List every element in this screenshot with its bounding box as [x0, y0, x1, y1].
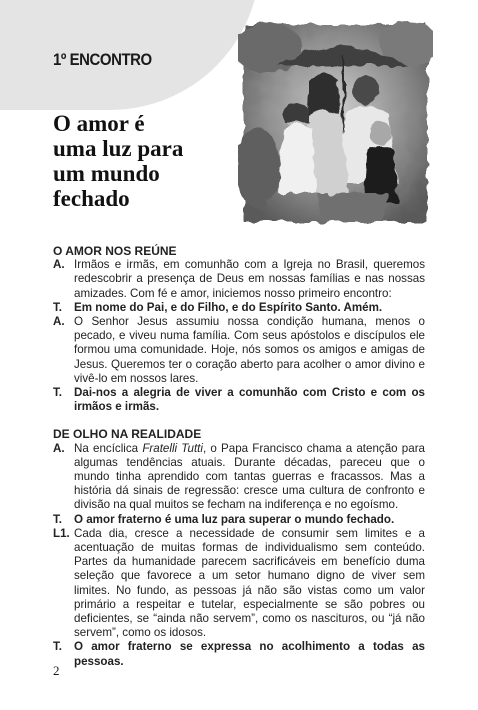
- title-line: O amor é: [53, 111, 145, 136]
- speaker-label: T.: [53, 640, 63, 654]
- speaker-label: T.: [53, 386, 63, 400]
- paragraph-text: Em nome do Pai, e do Filho, e do Espírito Santo. Amém.: [74, 300, 383, 314]
- page-number: 2: [53, 663, 60, 678]
- paragraph: [53, 315, 425, 386]
- speaker-label: A.: [53, 441, 65, 455]
- paragraph-text: Irmãos e irmãs, em comunhão com a Igreja no Brasil, queremos redescobrir a presença de Deus em nossas famílias e nas nossas amizades. Com fé e amor, iniciemos nosso primeiro encontro:: [74, 258, 425, 300]
- encyclical-title: Fratelli Tutti: [142, 441, 203, 455]
- paragraph-text: Cada dia, cresce a necessidade de consumir sem limites e a acentuação de muitas formas de individualismo sem conteúdo. Partes da humanidade parecem sacrificáveis em benefício duma seleção que favorece a um setor humano digno de viver sem limites. No fundo, as pessoas já não são vistas como um valor primário a respeitar e tutelar, especialmente se são pobres ou deficientes, se “ainda não servem”, como os nascituros, ou “já não servem”, como os idosos.: [74, 526, 425, 640]
- paragraph-text: O amor fraterno se expressa no acolhimento a todas as pessoas.: [74, 640, 425, 668]
- paragraph-text: [74, 442, 425, 513]
- paragraph: [53, 513, 425, 527]
- page-title: [53, 111, 243, 211]
- section-heading: O AMOR NOS REÚNE: [53, 244, 177, 258]
- paragraph-text: Dai-nos a alegria de viver a comunhão com Cristo e com os irmãos e irmãs.: [74, 386, 425, 414]
- paragraph: [53, 640, 425, 668]
- speaker-label: A.: [53, 315, 65, 329]
- document-body: [53, 244, 425, 669]
- paragraph: [53, 301, 425, 315]
- paragraph: [53, 527, 425, 641]
- family-photo: [238, 18, 433, 228]
- speaker-label: L1.: [53, 526, 70, 540]
- encounter-label: 1º ENCONTRO: [53, 50, 152, 69]
- paragraph: [53, 442, 425, 513]
- speaker-label: A.: [53, 258, 65, 272]
- title-line: uma luz para: [53, 136, 184, 161]
- text-segment: , o Papa Francisco chama a atenção para algumas tendências atuais. Durante décadas, pareceu que o mundo tinha aprendido com tantas guerras e fracassos. Mas a história dá sinais de regressão: cresce uma cultura de confronto e divisão na qual muitos se fecham na indiferença e no egoísmo.: [74, 441, 425, 512]
- title-line: um mundo: [53, 161, 160, 186]
- speaker-label: T.: [53, 512, 63, 526]
- paragraph: [53, 258, 425, 301]
- paragraph: [53, 386, 425, 414]
- paragraph-text: O Senhor Jesus assumiu nossa condição humana, menos o pecado, e viveu numa família. Com seus apóstolos e discípulos ele formou uma comunidade. Hoje, nós somos os amigos e amigas de Jesus. Queremos ter o coração aberto para acolher o amor divino e vivê-lo em nossos lares.: [74, 315, 425, 385]
- speaker-label: T.: [53, 300, 63, 314]
- paragraph-text: O amor fraterno é uma luz para superar o mundo fechado.: [74, 512, 395, 526]
- title-line: fechado: [53, 186, 130, 211]
- text-segment: Na encíclica: [74, 441, 143, 455]
- section-heading: DE OLHO NA REALIDADE: [53, 427, 202, 442]
